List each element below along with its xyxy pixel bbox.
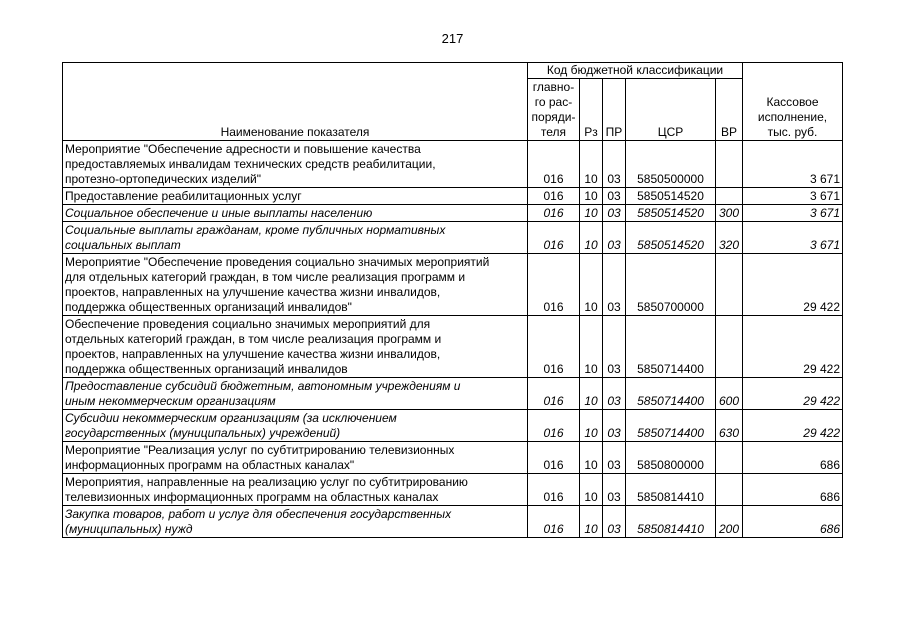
row-glavn: 016: [528, 410, 580, 442]
header-vr: ВР: [716, 79, 743, 141]
row-csr: 5850714400: [626, 316, 716, 378]
row-rz: 10: [580, 378, 603, 410]
row-csr: 5850814410: [626, 474, 716, 506]
row-vr: [716, 474, 743, 506]
row-rz: 10: [580, 205, 603, 222]
row-glavn: 016: [528, 254, 580, 316]
row-name-line: (муниципальных) нужд: [65, 522, 193, 536]
row-glavn: 016: [528, 222, 580, 254]
row-amount: 686: [743, 474, 843, 506]
row-glavn: 016: [528, 188, 580, 205]
row-csr: 5850700000: [626, 254, 716, 316]
row-pr: 03: [603, 506, 626, 538]
row-amount: 29 422: [743, 254, 843, 316]
row-name-line: Мероприятие "Обеспечение проведения социально значимых мероприятий: [65, 255, 490, 269]
header-glavn-line: поряди-: [531, 110, 576, 124]
header-glavn: [528, 79, 580, 141]
table-row: [63, 205, 843, 222]
row-name: [63, 254, 528, 316]
row-pr: 03: [603, 378, 626, 410]
header-csr: ЦСР: [626, 79, 716, 141]
row-csr: 5850514520: [626, 188, 716, 205]
row-name-line: предоставляемых инвалидам технических средств реабилитации,: [65, 157, 436, 171]
row-vr: 200: [716, 506, 743, 538]
row-name-line: Социальное обеспечение и иные выплаты населению: [65, 206, 373, 220]
row-pr: 03: [603, 222, 626, 254]
row-pr: 03: [603, 141, 626, 188]
row-name-line: иным некоммерческим организациям: [65, 394, 276, 408]
row-amount: 3 671: [743, 222, 843, 254]
row-csr: 5850714400: [626, 410, 716, 442]
row-name-line: Социальные выплаты гражданам, кроме публичных нормативных: [65, 223, 446, 237]
header-glavn-line: го рас-: [534, 95, 573, 109]
row-glavn: 016: [528, 506, 580, 538]
row-pr: 03: [603, 188, 626, 205]
row-amount: 686: [743, 442, 843, 474]
header-rz: Рз: [580, 79, 603, 141]
page-number: 217: [441, 31, 464, 46]
header-amount: [743, 63, 843, 141]
row-vr: 600: [716, 378, 743, 410]
row-name: [63, 474, 528, 506]
row-name-line: информационных программ на областных каналах": [65, 458, 355, 472]
header-amount-line: Кассовое: [766, 95, 819, 109]
row-name: [63, 506, 528, 538]
table-row: [63, 316, 843, 378]
row-name-line: проектов, направленных на улучшение качества жизни инвалидов,: [65, 347, 441, 361]
row-rz: 10: [580, 188, 603, 205]
row-amount: 29 422: [743, 410, 843, 442]
row-name-line: протезно-ортопедических изделий": [65, 172, 261, 186]
row-rz: 10: [580, 254, 603, 316]
table-row: [63, 188, 843, 205]
row-name-line: отдельных категорий граждан, в том числе реализация программ и: [65, 332, 442, 346]
row-name-line: Мероприятия, направленные на реализацию услуг по субтитрированию: [65, 475, 468, 489]
row-amount: 29 422: [743, 316, 843, 378]
table-row: [63, 442, 843, 474]
row-name: [63, 378, 528, 410]
row-csr: 5850814410: [626, 506, 716, 538]
row-name-line: социальных выплат: [65, 238, 181, 252]
row-vr: 320: [716, 222, 743, 254]
row-name-line: Обеспечение проведения социально значимых мероприятий для: [65, 317, 431, 331]
row-amount: 29 422: [743, 378, 843, 410]
row-name-line: Мероприятие "Реализация услуг по субтитрированию телевизионных: [65, 443, 455, 457]
row-csr: 5850514520: [626, 205, 716, 222]
row-name-line: государственных (муниципальных) учреждений): [65, 426, 341, 440]
row-name-line: Предоставление субсидий бюджетным, автономным учреждениям и: [65, 379, 461, 393]
row-vr: [716, 141, 743, 188]
row-vr: [716, 254, 743, 316]
row-pr: 03: [603, 442, 626, 474]
row-amount: 3 671: [743, 141, 843, 188]
row-rz: 10: [580, 442, 603, 474]
row-amount: 686: [743, 506, 843, 538]
row-glavn: 016: [528, 141, 580, 188]
row-name: [63, 141, 528, 188]
row-amount: 3 671: [743, 188, 843, 205]
row-csr: 5850500000: [626, 141, 716, 188]
row-name-line: Закупка товаров, работ и услуг для обеспечения государственных: [65, 507, 452, 521]
table-row: [63, 378, 843, 410]
row-name-line: Субсидии некоммерческим организациям (за исключением: [65, 411, 397, 425]
budget-table: [62, 62, 843, 538]
row-name: [63, 205, 528, 222]
header-pr: ПР: [603, 79, 626, 141]
table-row: [63, 506, 843, 538]
row-glavn: 016: [528, 378, 580, 410]
row-name: [63, 188, 528, 205]
table-row: [63, 222, 843, 254]
row-name-line: Мероприятие "Обеспечение адресности и повышение качества: [65, 142, 421, 156]
row-amount: 3 671: [743, 205, 843, 222]
row-rz: 10: [580, 316, 603, 378]
row-name-line: для отдельных категорий граждан, в том числе реализация программ и: [65, 270, 466, 284]
row-name-line: Предоставление реабилитационных услуг: [65, 189, 302, 203]
row-name: [63, 316, 528, 378]
header-glavn-line: главно-: [532, 80, 575, 94]
row-rz: 10: [580, 222, 603, 254]
row-glavn: 016: [528, 316, 580, 378]
row-name: [63, 222, 528, 254]
table-row: [63, 254, 843, 316]
row-csr: 5850714400: [626, 378, 716, 410]
row-name-line: телевизионных информационных программ на областных каналах: [65, 490, 439, 504]
row-glavn: 016: [528, 205, 580, 222]
header-glavn-line: теля: [540, 125, 567, 139]
row-glavn: 016: [528, 474, 580, 506]
row-pr: 03: [603, 474, 626, 506]
row-name-line: проектов, направленных на улучшение качества жизни инвалидов,: [65, 285, 441, 299]
row-name: [63, 442, 528, 474]
header-code-group: Код бюджетной классификации: [528, 63, 743, 79]
header-amount-line: исполнение,: [757, 110, 828, 124]
header-amount-line: тыс. руб.: [767, 125, 818, 139]
row-vr: [716, 316, 743, 378]
row-rz: 10: [580, 141, 603, 188]
row-vr: [716, 188, 743, 205]
row-vr: 630: [716, 410, 743, 442]
row-vr: [716, 442, 743, 474]
row-name: [63, 410, 528, 442]
table-row: [63, 474, 843, 506]
table-row: [63, 141, 843, 188]
row-rz: 10: [580, 506, 603, 538]
row-rz: 10: [580, 410, 603, 442]
row-glavn: 016: [528, 442, 580, 474]
row-pr: 03: [603, 410, 626, 442]
row-name-line: поддержка общественных организаций инвалидов: [65, 362, 348, 376]
row-csr: 5850514520: [626, 222, 716, 254]
row-rz: 10: [580, 474, 603, 506]
row-pr: 03: [603, 254, 626, 316]
row-vr: 300: [716, 205, 743, 222]
row-csr: 5850800000: [626, 442, 716, 474]
row-pr: 03: [603, 316, 626, 378]
row-name-line: поддержка общественных организаций инвалидов": [65, 300, 352, 314]
table-row: [63, 410, 843, 442]
row-pr: 03: [603, 205, 626, 222]
table-body: [63, 141, 843, 538]
header-name: Наименование показателя: [63, 63, 528, 141]
